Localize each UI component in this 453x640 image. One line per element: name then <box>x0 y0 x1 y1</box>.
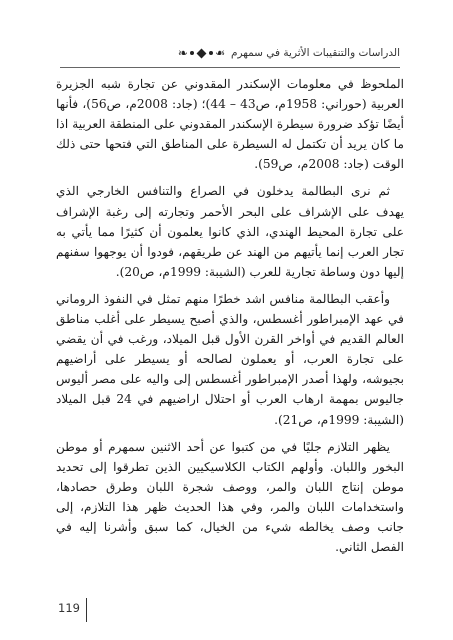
body-text <box>56 74 404 564</box>
paragraph-2: ثم نرى البطالمة يدخلون في الصراع والتنافس الخارجي الذي يهدف على الإشراف على البحر الأحمر وتجارته إلى رغبة الإشراف على تجارة المحيط الهندي، الذي كانوا يعلمون أن كثيرًا مما يأتي به تجار العرب إنما يأتيهم من الهند عن طريقهم، فودوا أن يوجهوا سفنهم إليها دون وساطة تجارية للعرب (الشيبة: 1999م، ص20). <box>56 184 404 279</box>
running-header-title: الدراسات والتنقيبات الأثرية في سمهرم <box>230 47 400 59</box>
ornament-icon: ❧ ❧ <box>177 46 225 60</box>
paragraph-1: الملحوظ في معلومات الإسكندر المقدوني عن تجارة شبه الجزيرة العربية (حوراني: 1958م، ص43 – 44)؛ (جاد: 2008م، ص56)، فأنها أيضًا تؤكد ضرورة سيطرة الإسكندر المقدوني على المنطقة العربية اذا ما كان يريد أن تكتمل له السيطرة على المناطق التي فتحها حتى ذلك الوقت (جاد: 2008م، ص59). <box>56 77 405 172</box>
running-header <box>60 40 400 66</box>
paragraph-4: يظهر التلازم جليًا في من كتبوا عن أحد الاثنين سمهرم أو موطن البخور واللبان. وأولهم الكتاب الكلاسيكيين الذين تطرقوا إلى تحديد موطن إنتاج اللبان والمر، ووصف شجرة اللبان وطرق حصادها، واستخدامات اللبان والمر، وفي هذا الحديث ظهر هذا التلازم، إلى جانب وصف يخالطه شيء من الخيال، كما سبق وأشرنا إليه في الفصل الثاني. <box>56 439 404 555</box>
header-divider <box>60 67 400 68</box>
page-number: 119 <box>58 601 80 615</box>
footer-divider <box>86 598 87 622</box>
paragraph-3: وأعقب البطالمة منافس اشد خطرًا منهم تمثل في النفوذ الروماني في عهد الإمبراطور أغسطس، والذي أصبح يسيطر على أغلب مناطق العالم القديم في أواخر القرن الأول قبل الميلاد، ورغب في أن يقضي على تجارة العرب، أو يعملون لصالحه أو يسيطر على أراضيهم بجيوشه، ولهذا أصدر الإمبراطور أغسطس إلى واليه على مصر أليوس جاليوس بمهمة ارهاب العرب أو احتلال اراضيهم في 24 قبل الميلاد (الشيبة: 1999م، ص21). <box>56 291 404 427</box>
